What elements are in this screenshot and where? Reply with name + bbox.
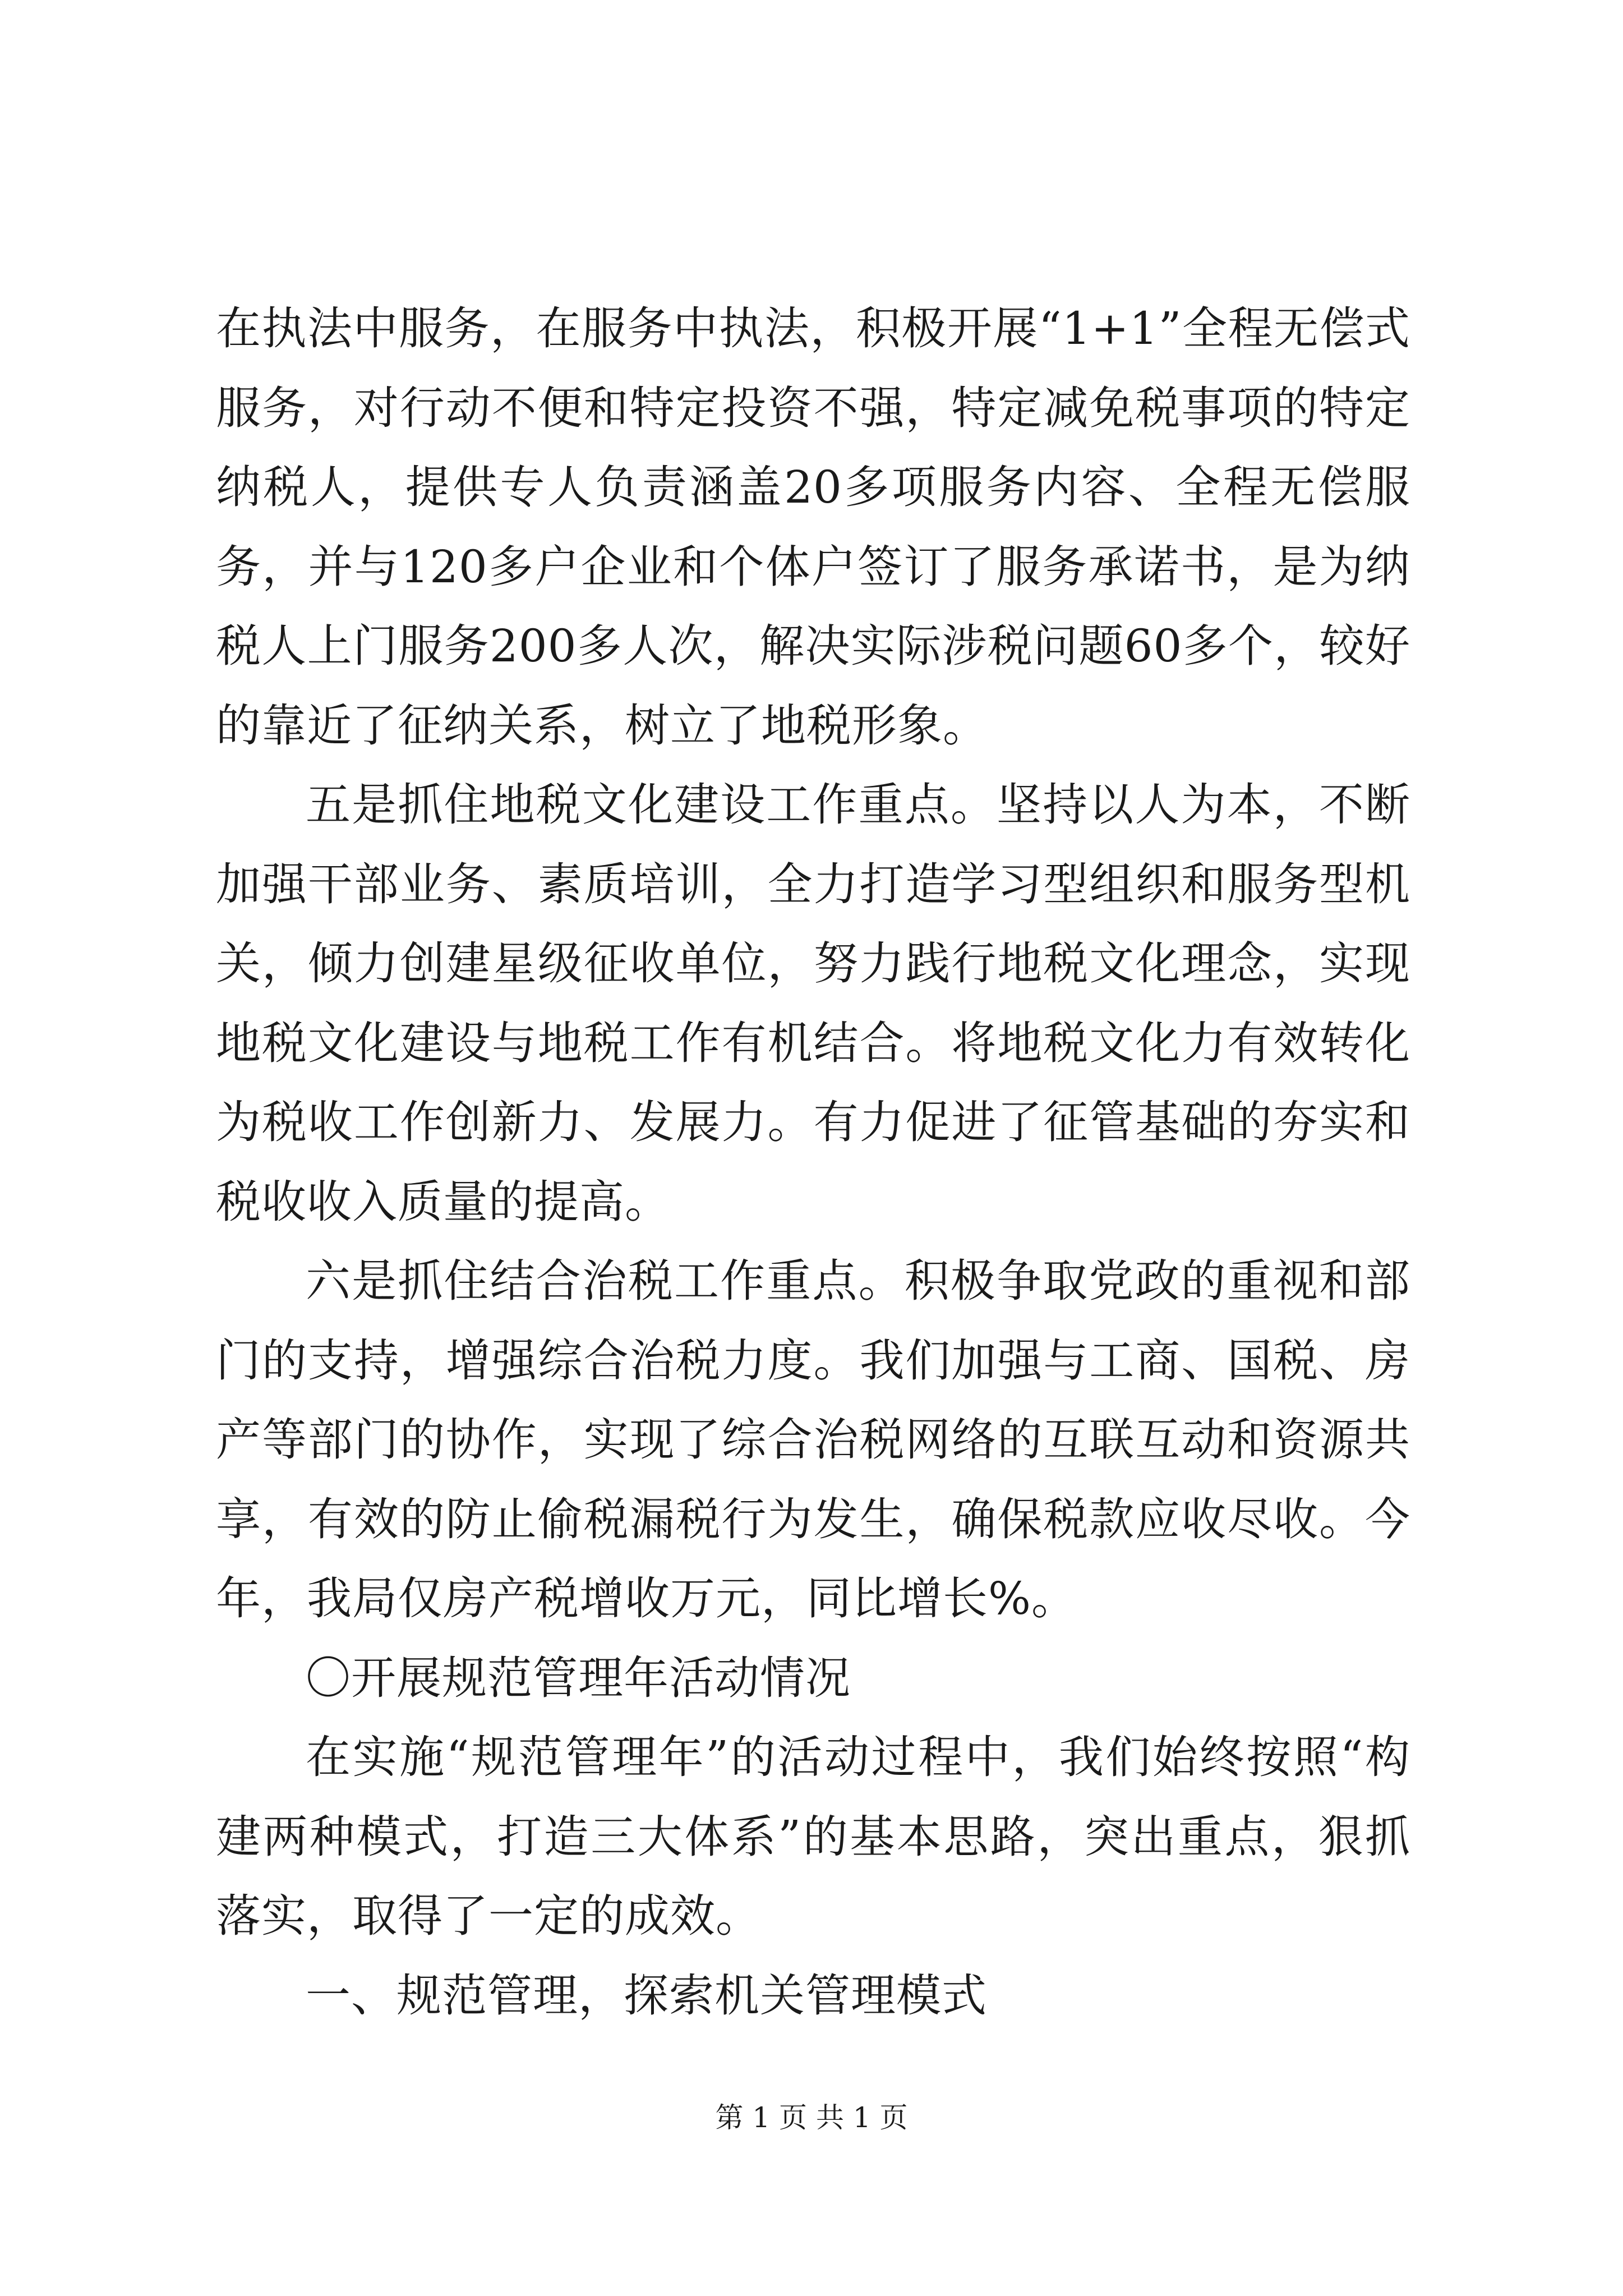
paragraph-culture-building: 五是抓住地税文化建设工作重点。坚持以人为本，不断加强干部业务、素质培训，全力打造学习型组织和服务型机关，倾力创建星级征收单位，努力践行地税文化理念，实现地税文化建设与地税工作有机结合。将地税文化力有效转化为税收工作创新力、发展力。有力促进了征管基础的夯实和税收收入质量的提高。: [216, 779, 1410, 1228]
paragraph-activity-overview: 在实施“规范管理年”的活动过程中，我们始终按照“构建两种模式，打造三大体系”的基本思路，突出重点，狠抓落实，取得了一定的成效。: [216, 1731, 1410, 1942]
section-heading-standard-management-year: 〇开展规范管理年活动情况: [306, 1651, 851, 1704]
page-number-footer: 第 1 页 共 1 页: [715, 2101, 908, 2134]
document-body: [216, 289, 1410, 2035]
paragraph-comprehensive-tax: 六是抓住结合治税工作重点。积极争取党政的重视和部门的支持，增强综合治税力度。我们加强与工商、国税、房产等部门的协作，实现了综合治税网络的互联互动和资源共享，有效的防止偷税漏税行为发生，确保税款应收尽收。今年，我局仅房产税增收万元，同比增长%。: [216, 1255, 1410, 1625]
subheading-agency-management-model: 一、规范管理，探索机关管理模式: [306, 1969, 987, 2022]
paragraph-service-continuation: 在执法中服务，在服务中执法，积极开展“1+1”全程无偿式服务，对行动不便和特定投资不强，特定减免税事项的特定纳税人，提供专人负责涵盖20多项服务内容、全程无偿服务，并与120多户企业和个体户签订了服务承诺书，是为纳税人上门服务200多人次，解决实际涉税问题60多个，较好的靠近了征纳关系，树立了地税形象。: [216, 302, 1410, 752]
